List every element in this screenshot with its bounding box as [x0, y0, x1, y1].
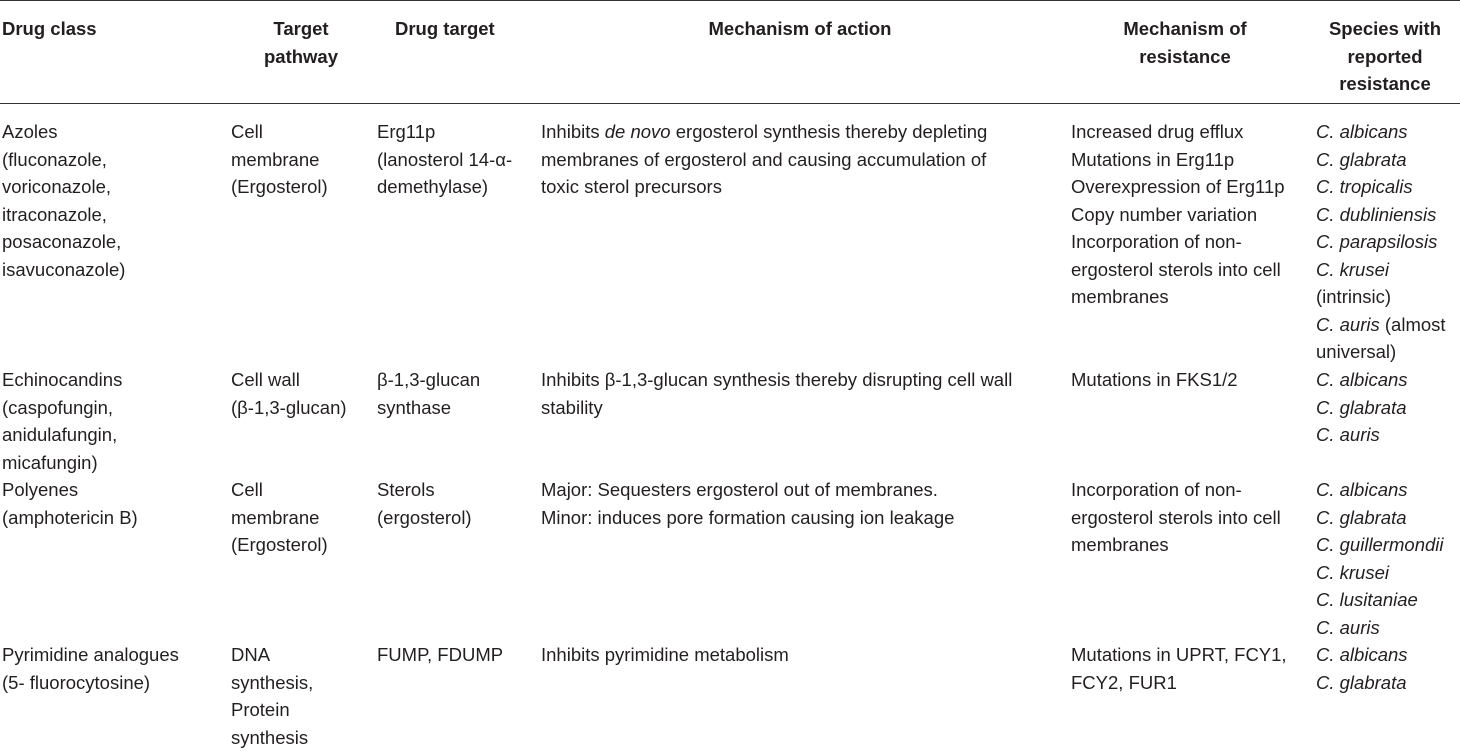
row-polyenes-species: C. albicans C. glabrata C. guillermondii C. krusei C. lusitaniae C. auris: [1316, 479, 1444, 638]
row-echinocandins-drug-class: Echinocandins (caspofungin, anidulafungin, micafungin): [2, 369, 123, 473]
row-azoles-drug-class: Azoles (fluconazole, voriconazole, itraconazole, posaconazole, isavuconazole): [2, 121, 126, 280]
row-azoles-mechanism-of-resistance: Increased drug efflux Mutations in Erg11p Overexpression of Erg11p Copy number variation Incorporation of non- ergosterol sterols into cell membranes: [1071, 121, 1285, 307]
row-echinocandins-mechanism-of-resistance: Mutations in FKS1/2: [1071, 369, 1238, 390]
header-species-with-resistance: Species with reported resistance: [1328, 18, 1442, 94]
header-drug-class: Drug class: [2, 18, 97, 39]
row-pyrimidine-target-pathway: DNA synthesis, Protein synthesis: [231, 644, 314, 748]
row-echinocandins-mechanism-of-action: Inhibits β-1,3-glucan synthesis thereby disrupting cell wall stability: [541, 369, 1013, 418]
row-azoles-mechanism-of-action: Inhibits de novo ergosterol synthesis thereby depleting membranes of ergosterol and causing accumulation of toxic sterol precursors: [541, 121, 988, 197]
row-polyenes-mechanism-of-resistance: Incorporation of non- ergosterol sterols into cell membranes: [1071, 479, 1281, 555]
header-divider-rule: [0, 103, 1460, 104]
header-target-pathway: Target pathway: [263, 18, 339, 67]
row-echinocandins-species: C. albicans C. glabrata C. auris: [1316, 369, 1408, 445]
row-pyrimidine-species: C. albicans C. glabrata: [1316, 644, 1408, 693]
header-drug-target: Drug target: [395, 18, 495, 39]
row-pyrimidine-drug-class: Pyrimidine analogues (5- fluorocytosine): [2, 644, 179, 693]
row-pyrimidine-mechanism-of-action: Inhibits pyrimidine metabolism: [541, 644, 789, 665]
table-top-rule: [0, 0, 1460, 1]
row-pyrimidine-mechanism-of-resistance: Mutations in UPRT, FCY1, FCY2, FUR1: [1071, 644, 1287, 693]
row-azoles-target-pathway: Cell membrane (Ergosterol): [231, 121, 328, 197]
header-mechanism-of-action: Mechanism of action: [708, 18, 892, 39]
header-mechanism-of-resistance: Mechanism of resistance: [1123, 18, 1247, 67]
row-echinocandins-target-pathway: Cell wall (β-1,3-glucan): [231, 369, 347, 418]
row-echinocandins-drug-target: β-1,3-glucan synthase: [377, 369, 481, 418]
row-pyrimidine-drug-target: FUMP, FDUMP: [377, 644, 504, 665]
row-polyenes-drug-target: Sterols (ergosterol): [377, 479, 472, 528]
row-polyenes-target-pathway: Cell membrane (Ergosterol): [231, 479, 328, 555]
row-polyenes-drug-class: Polyenes (amphotericin B): [2, 479, 138, 528]
row-polyenes-mechanism-of-action: Major: Sequesters ergosterol out of membranes. Minor: induces pore formation causing ion leakage: [541, 479, 955, 528]
row-azoles-drug-target: Erg11p (lanosterol 14-α- demethylase): [377, 121, 513, 197]
row-azoles-species: C. albicans C. glabrata C. tropicalis C. dubliniensis C. parapsilosis C. krusei (intrinsic) C. auris (almost universal): [1316, 121, 1446, 362]
